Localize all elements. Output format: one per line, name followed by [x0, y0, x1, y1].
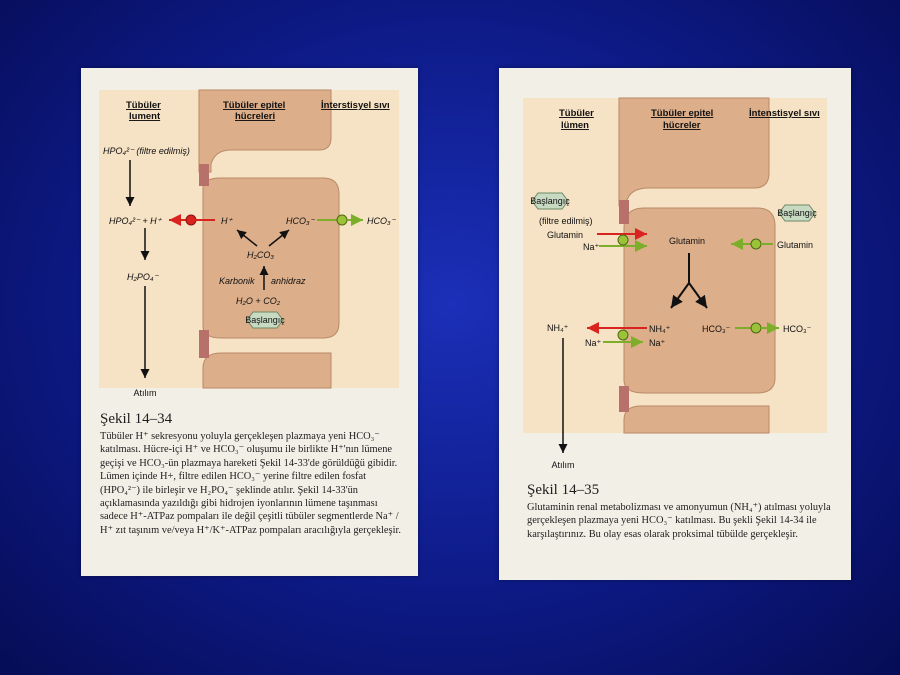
header-lumen-line2: lümen — [561, 120, 589, 131]
header-interstitial: İntenstisyel sıvı — [749, 108, 820, 119]
hco3-cell-label: HCO₃⁻ — [286, 216, 315, 226]
h2co3-label: H₂CO₃ — [247, 250, 274, 260]
na-nh4-exchanger — [618, 330, 628, 340]
tight-junction-upper — [199, 164, 209, 186]
carbonic-label: Karbonik — [219, 276, 255, 286]
excretion-label: Atılım — [133, 388, 157, 398]
tight-junction-lower — [619, 386, 629, 412]
hco3-basolateral-exchanger — [751, 323, 761, 333]
start-badge-label: Başlangıç — [245, 315, 285, 325]
caption-figure-14-35 — [527, 482, 837, 541]
excretion-label: Atılım — [551, 460, 575, 470]
header-cells-line1: Tübüler epitel — [651, 108, 714, 119]
hco3-exchanger — [337, 215, 347, 225]
hco3-out-label: HCO₃⁻ — [367, 216, 396, 226]
caption-title: Şekil 14–34 — [100, 411, 173, 427]
tight-junction-upper — [619, 200, 629, 224]
start-badge-right-label: Başlangıç — [777, 208, 817, 218]
h-plus-label: H⁺ — [221, 216, 233, 226]
h2o-co2-label: H₂O + CO₂ — [236, 296, 281, 306]
caption-figure-14-34 — [100, 411, 405, 537]
caption-body: Glutaminin renal metabolizması ve amonyumun (NH₄⁺) atılması yoluyla gerçekleşen plazmaya yeni HCO₃⁻ katılması. Bu şekli Şekil 14-34 ile karşılaştırınız. Bu olay esas olarak proksimal tübülde gerçekleşir. — [527, 502, 831, 540]
figure-14-35 — [499, 68, 851, 478]
na-cell-label: Na⁺ — [649, 338, 666, 348]
header-lumen-line1: Tübüler — [126, 100, 161, 111]
glutamine-cell-label: Glutamin — [669, 236, 706, 246]
header-lumen-line2: lument — [129, 111, 161, 122]
start-badge-left-label: Başlangıç — [530, 196, 570, 206]
hco3-out-label: HCO₃⁻ — [783, 324, 812, 334]
na-lumen-2-label: Na⁺ — [585, 338, 602, 348]
caption-title: Şekil 14–35 — [527, 482, 600, 498]
hpo4-filtered-label: HPO₄²⁻ (filtre edilmiş) — [103, 146, 190, 156]
hpo4-plus-h-label: HPO₄²⁻ + H⁺ — [109, 216, 162, 226]
lower-epithelial-cell — [203, 353, 331, 388]
caption-body: Tübüler H⁺ sekresyonu yoluyla gerçekleşen plazmaya yeni HCO₃⁻ katılması. Hücre-içi H⁺ ve HCO₃⁻ oluşumu ile birlikte H⁺'nın lümene geçişi ve HCO₃-ün plazmaya hareketi Şekil 14-33'de görüldüğü gibidir. Lümen içinde H+, filtre edilen HCO₃⁻ yerine filtre edilen fosfat (HPO₄²⁻) ile birleşir ve H₂PO₄⁻ şeklinde atılır. Şekil 14-33'ün açıklamasında yazıldığı gibi hidrojen iyonlarının lümene taşınması sadece H⁺-ATPaz pompaları ile değil çeşitli tübüler segmentlerde Na⁺ / H⁺ zıt taşınım ve/veya H⁺/K⁺-ATPaz pompaları aracılığıyla gerçekleşir. — [100, 431, 401, 536]
lower-epithelial-cell — [624, 406, 769, 433]
left-textbook-page — [81, 68, 418, 576]
header-interstitial: İnterstisyel sıvı — [321, 100, 390, 111]
tight-junction-lower — [199, 330, 209, 358]
glutamine-interstitial-label: Glutamin — [777, 240, 814, 250]
filtered-label: (filtre edilmiş) — [539, 216, 593, 226]
glutamine-basolateral-transporter — [751, 239, 761, 249]
glutamine-lumen-label: Glutamin — [547, 230, 584, 240]
figure-14-34 — [81, 68, 418, 398]
header-cells-line2: hücreleri — [235, 111, 276, 122]
glutamine-na-cotransporter — [618, 235, 628, 245]
na-lumen-label: Na⁺ — [583, 242, 600, 252]
header-lumen-line1: Tübüler — [559, 108, 594, 119]
nh4-lumen-label: NH₄⁺ — [547, 323, 569, 333]
h-atpase-pump — [186, 215, 196, 225]
nh4-cell-label: NH₄⁺ — [649, 324, 671, 334]
right-textbook-page — [499, 68, 851, 580]
header-cells-line2: hücreler — [663, 120, 701, 131]
h2po4-label: H₂PO₄⁻ — [127, 272, 159, 282]
anhydrase-label: anhidraz — [271, 276, 306, 286]
hco3-cell-label: HCO₃⁻ — [702, 324, 731, 334]
header-cells-line1: Tübüler epitel — [223, 100, 286, 111]
